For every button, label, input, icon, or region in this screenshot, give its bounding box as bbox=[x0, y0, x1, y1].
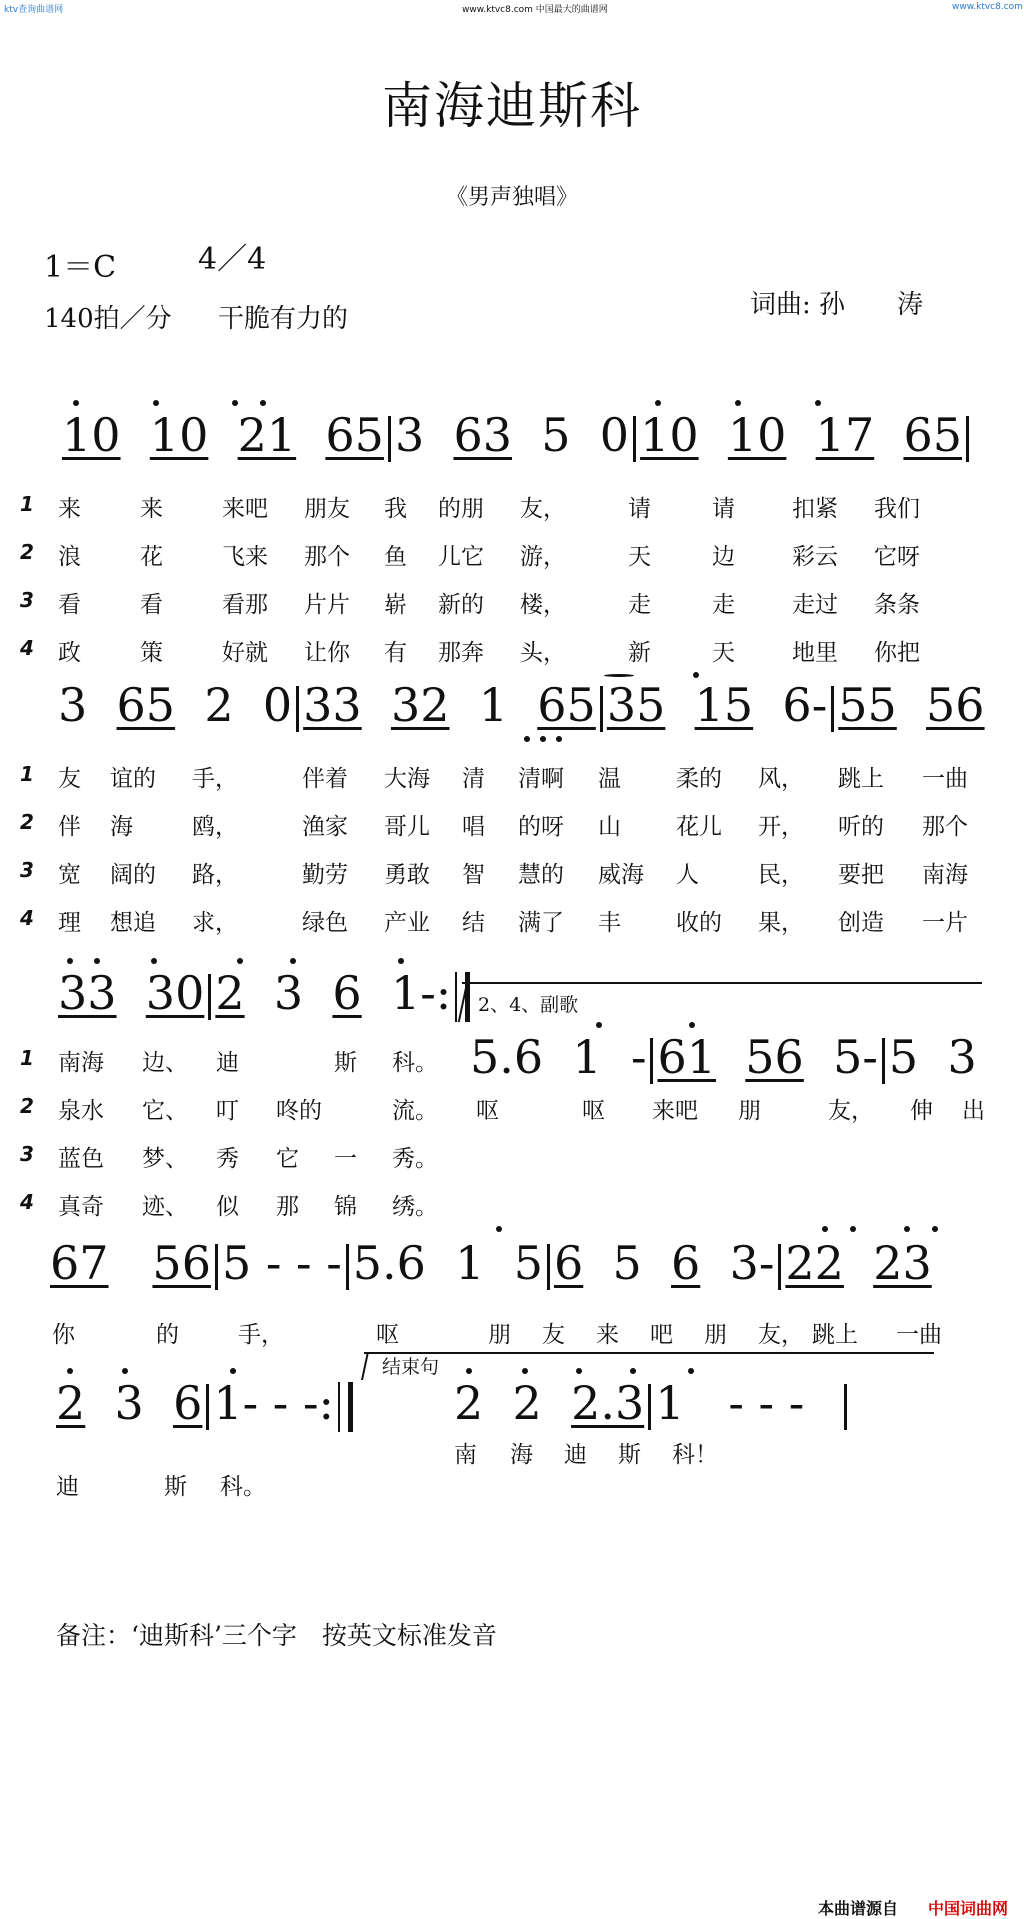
score-row-4 bbox=[50, 1236, 932, 1290]
lyric: 友， bbox=[758, 1322, 804, 1348]
note: 2 bbox=[56, 1376, 86, 1430]
barline bbox=[296, 686, 299, 732]
score-row-2 bbox=[58, 678, 985, 732]
lyric: 迪 bbox=[56, 1474, 79, 1500]
lyric: 那 bbox=[276, 1194, 299, 1220]
high-octave-dot bbox=[122, 1368, 128, 1374]
barline bbox=[966, 416, 969, 462]
volta-bracket-line bbox=[462, 982, 982, 984]
lyric: 听的 bbox=[838, 814, 884, 840]
header-left-link[interactable]: ktv查询曲谱网 bbox=[4, 5, 64, 15]
note: 30 bbox=[145, 966, 205, 1020]
barline bbox=[346, 1244, 349, 1290]
note: 33 bbox=[58, 966, 117, 1020]
lyric: 朋 bbox=[704, 1322, 727, 1348]
lyric: 的 bbox=[156, 1322, 179, 1348]
high-octave-dot bbox=[67, 958, 73, 964]
note: - bbox=[811, 678, 828, 732]
lyric: 伴着 bbox=[302, 766, 348, 792]
note: 65 bbox=[903, 408, 963, 462]
lyric: 南海 bbox=[922, 862, 968, 888]
lyric: 那个 bbox=[922, 814, 968, 840]
lyric: 朋友 bbox=[304, 496, 350, 522]
high-octave-dot bbox=[522, 1368, 528, 1374]
lyric: 飞来 bbox=[222, 544, 268, 570]
barline bbox=[215, 1244, 218, 1290]
note: 0 bbox=[262, 678, 293, 732]
note: 0 bbox=[599, 408, 630, 462]
verse-number: 2 bbox=[20, 810, 34, 834]
lyric: 要把 bbox=[838, 862, 884, 888]
lyric: 友， bbox=[520, 496, 566, 522]
note: 21 bbox=[237, 408, 297, 462]
high-octave-dot bbox=[688, 1368, 694, 1374]
lyric: 绣。 bbox=[392, 1194, 438, 1220]
high-octave-dot bbox=[260, 400, 266, 406]
footer-source: 本曲谱源自 bbox=[818, 1899, 899, 1918]
lyric: 哥儿 bbox=[384, 814, 430, 840]
high-octave-dot bbox=[496, 1226, 502, 1232]
note: 22 bbox=[785, 1236, 844, 1290]
song-title: 南海迪斯科 bbox=[382, 77, 642, 135]
lyric: 儿它 bbox=[438, 544, 484, 570]
note: 3 bbox=[729, 1236, 759, 1290]
verse-number: 1 bbox=[20, 492, 34, 516]
high-octave-dot bbox=[904, 1226, 910, 1232]
lyric: 慧的 bbox=[518, 862, 564, 888]
lyric: 民， bbox=[758, 862, 804, 888]
lyric: 看那 bbox=[222, 592, 268, 618]
lyric: 策 bbox=[140, 640, 163, 666]
lyric: 朋 bbox=[738, 1098, 761, 1124]
lyric: 渔家 bbox=[302, 814, 348, 840]
lyric: 一片 bbox=[922, 910, 968, 936]
slur bbox=[604, 674, 634, 677]
lyric: 的朋 bbox=[438, 496, 484, 522]
lyric: 新的 bbox=[438, 592, 484, 618]
lyric: 一曲 bbox=[922, 766, 968, 792]
lyric: 吧 bbox=[650, 1322, 673, 1348]
lyric: 它 bbox=[276, 1146, 299, 1172]
verse-number: 1 bbox=[20, 1046, 34, 1070]
volta-label: 结束句 bbox=[382, 1356, 440, 1378]
high-octave-dot bbox=[630, 1368, 636, 1374]
lyric: 天 bbox=[628, 544, 651, 570]
barline bbox=[882, 1038, 885, 1084]
lyric: 理 bbox=[58, 910, 81, 936]
score-row-5-ending bbox=[454, 1376, 851, 1430]
barline bbox=[547, 1244, 550, 1290]
lyric: 看 bbox=[140, 592, 163, 618]
lyric: 绿色 bbox=[302, 910, 348, 936]
lyric: 天 bbox=[712, 640, 735, 666]
lyric: 一曲 bbox=[896, 1322, 942, 1348]
key-signature: 1＝C bbox=[44, 250, 117, 285]
lyric: 智 bbox=[462, 862, 485, 888]
lyric: 真奇 bbox=[58, 1194, 104, 1220]
lyric: 斯 bbox=[334, 1050, 357, 1076]
lyric: 地里 bbox=[792, 640, 838, 666]
verse-number: 4 bbox=[20, 636, 34, 660]
lyric: 我 bbox=[384, 496, 407, 522]
note: 56 bbox=[745, 1030, 804, 1084]
lyric: 迪 bbox=[216, 1050, 239, 1076]
barline bbox=[600, 686, 603, 732]
lyric: 梦、 bbox=[142, 1146, 188, 1172]
low-octave-dot bbox=[540, 736, 546, 742]
lyric: 蓝色 bbox=[58, 1146, 104, 1172]
lyric: 伸 bbox=[910, 1098, 933, 1124]
lyric: 锦 bbox=[334, 1194, 357, 1220]
lyric: 一 bbox=[334, 1146, 357, 1172]
high-octave-dot bbox=[398, 958, 404, 964]
note: 1 bbox=[655, 1376, 685, 1430]
note: 1 bbox=[213, 1376, 243, 1430]
lyric: 它呀 bbox=[874, 544, 920, 570]
lyric: 出 bbox=[962, 1098, 985, 1124]
lyric: 你把 bbox=[874, 640, 920, 666]
lyric: 谊的 bbox=[110, 766, 156, 792]
high-octave-dot bbox=[655, 400, 661, 406]
note: 3 bbox=[58, 678, 88, 732]
verse-number: 4 bbox=[20, 1190, 34, 1214]
high-octave-dot bbox=[932, 1226, 938, 1232]
note: 5 bbox=[612, 1236, 642, 1290]
lyric: 片片 bbox=[304, 592, 350, 618]
verse-number: 3 bbox=[20, 858, 34, 882]
volta-bracket-line bbox=[364, 1352, 934, 1354]
header-right-link[interactable]: www.ktvc8.com bbox=[952, 2, 1023, 12]
lyric: 清啊 bbox=[518, 766, 564, 792]
note: 1 bbox=[478, 678, 509, 732]
barline bbox=[648, 1384, 651, 1430]
volta-bracket-hook bbox=[361, 1352, 369, 1380]
high-octave-dot bbox=[689, 1022, 695, 1028]
note: 10 bbox=[62, 408, 121, 462]
lyric: 满了 bbox=[518, 910, 564, 936]
high-octave-dot bbox=[735, 400, 741, 406]
low-octave-dot bbox=[556, 736, 562, 742]
lyric: 走 bbox=[628, 592, 651, 618]
note: -: bbox=[420, 966, 452, 1020]
score-row-3-chorus bbox=[470, 1030, 977, 1084]
lyric: 边 bbox=[712, 544, 735, 570]
lyric: 柔的 bbox=[676, 766, 722, 792]
barline bbox=[831, 686, 834, 732]
note: - bbox=[758, 1236, 775, 1290]
lyric: 伴 bbox=[58, 814, 81, 840]
note: 3 bbox=[394, 408, 425, 462]
lyric: 它、 bbox=[142, 1098, 188, 1124]
lyric: 宽 bbox=[58, 862, 81, 888]
lyric: 新 bbox=[628, 640, 651, 666]
lyric: 科。 bbox=[392, 1050, 438, 1076]
lyric: 风， bbox=[758, 766, 804, 792]
lyric: 来 bbox=[58, 496, 81, 522]
note: 6 bbox=[553, 1236, 584, 1290]
lyric: 鱼 bbox=[384, 544, 407, 570]
note: 56 bbox=[152, 1236, 211, 1290]
note: 5 bbox=[541, 408, 571, 462]
note: 6 bbox=[173, 1376, 203, 1430]
lyric: 想追 bbox=[110, 910, 156, 936]
note: 63 bbox=[453, 408, 513, 462]
lyric: 呕 bbox=[582, 1098, 605, 1124]
time-signature: 4／4 bbox=[198, 242, 267, 277]
note: - - -: bbox=[242, 1376, 334, 1430]
note: 55 bbox=[838, 678, 897, 732]
volta-label: 2、4、副歌 bbox=[478, 994, 579, 1016]
score-row-5 bbox=[56, 1376, 357, 1432]
note: 10 bbox=[727, 408, 787, 462]
lyric: 的呀 bbox=[518, 814, 564, 840]
note: 5 bbox=[513, 1236, 543, 1290]
lyric: 勤劳 bbox=[302, 862, 348, 888]
lyric: 阔的 bbox=[110, 862, 156, 888]
lyric: 海 bbox=[110, 814, 133, 840]
lyric: 南 bbox=[454, 1442, 477, 1468]
lyric: 朋 bbox=[488, 1322, 511, 1348]
lyric: 有 bbox=[384, 640, 407, 666]
lyric: 科！ bbox=[672, 1442, 718, 1468]
high-octave-dot bbox=[94, 958, 100, 964]
high-octave-dot bbox=[237, 958, 243, 964]
repeat-barline bbox=[338, 1382, 353, 1432]
lyric: 创造 bbox=[838, 910, 884, 936]
score-row-1 bbox=[62, 408, 973, 462]
note: 35 bbox=[606, 678, 666, 732]
lyric: 开， bbox=[758, 814, 804, 840]
note: 10 bbox=[149, 408, 209, 462]
high-octave-dot bbox=[153, 400, 159, 406]
lyric: 结 bbox=[462, 910, 485, 936]
lyric: 友， bbox=[828, 1098, 874, 1124]
note: - - - bbox=[728, 1376, 805, 1430]
lyric: 斯 bbox=[618, 1442, 641, 1468]
lyric: 流。 bbox=[392, 1098, 438, 1124]
verse-number: 3 bbox=[20, 1142, 34, 1166]
barline bbox=[778, 1244, 781, 1290]
note: 65 bbox=[116, 678, 176, 732]
lyric: 政 bbox=[58, 640, 81, 666]
lyric: 威海 bbox=[598, 862, 644, 888]
note: 2.3 bbox=[571, 1376, 645, 1430]
lyric: 求， bbox=[192, 910, 238, 936]
lyric: 请 bbox=[628, 496, 651, 522]
note: 3 bbox=[947, 1030, 977, 1084]
lyric: 海 bbox=[510, 1442, 533, 1468]
lyric: 来吧 bbox=[652, 1098, 698, 1124]
lyric: 边、 bbox=[142, 1050, 188, 1076]
note: 2 bbox=[215, 966, 245, 1020]
note: 56 bbox=[926, 678, 985, 732]
lyric: 鸥， bbox=[192, 814, 238, 840]
note: 65 bbox=[537, 678, 596, 732]
barline bbox=[844, 1384, 847, 1430]
high-octave-dot bbox=[230, 1368, 236, 1374]
lyric: 请 bbox=[712, 496, 735, 522]
lyric: 清 bbox=[462, 766, 485, 792]
lyric: 那个 bbox=[304, 544, 350, 570]
lyric: 丰 bbox=[598, 910, 621, 936]
author-credit: 词曲: 孙 涛 bbox=[750, 290, 924, 320]
lyric: 看 bbox=[58, 592, 81, 618]
verse-number: 1 bbox=[20, 762, 34, 786]
lyric: 好就 bbox=[222, 640, 268, 666]
note: 1 bbox=[390, 966, 421, 1020]
lyric: 来 bbox=[596, 1322, 619, 1348]
high-octave-dot bbox=[850, 1226, 856, 1232]
verse-number: 2 bbox=[20, 1094, 34, 1118]
note: 15 bbox=[694, 678, 754, 732]
lyric: 秀。 bbox=[392, 1146, 438, 1172]
lyric: 迹、 bbox=[142, 1194, 188, 1220]
lyric: 收的 bbox=[676, 910, 722, 936]
lyric: 叮 bbox=[216, 1098, 239, 1124]
barline bbox=[388, 416, 391, 462]
lyric: 游， bbox=[520, 544, 566, 570]
high-octave-dot bbox=[151, 958, 157, 964]
note: 23 bbox=[873, 1236, 932, 1290]
lyric: 来 bbox=[140, 496, 163, 522]
lyric: 让你 bbox=[304, 640, 350, 666]
remark: 备注：‘迪斯科’三个字 按英文标准发音 bbox=[56, 1621, 497, 1650]
lyric: 彩云 bbox=[792, 544, 838, 570]
lyric: 我们 bbox=[874, 496, 920, 522]
note: 2 bbox=[204, 678, 234, 732]
lyric: 似 bbox=[216, 1194, 239, 1220]
lyric: 那奔 bbox=[438, 640, 484, 666]
note: 5 bbox=[833, 1030, 863, 1084]
high-octave-dot bbox=[693, 672, 699, 678]
barline bbox=[633, 416, 636, 462]
lyric: 产业 bbox=[384, 910, 430, 936]
barline bbox=[208, 974, 211, 1020]
high-octave-dot bbox=[67, 1368, 73, 1374]
lyric: 花儿 bbox=[676, 814, 722, 840]
note: 2 bbox=[512, 1376, 542, 1430]
lyric: 头， bbox=[520, 640, 566, 666]
lyric: 条条 bbox=[874, 592, 920, 618]
lyric: 走过 bbox=[792, 592, 838, 618]
note: 2 bbox=[454, 1376, 484, 1430]
note: - bbox=[630, 1030, 647, 1084]
note: 17 bbox=[815, 408, 875, 462]
lyric: 温 bbox=[598, 766, 621, 792]
lyric: 走 bbox=[712, 592, 735, 618]
lyric: 大海 bbox=[384, 766, 430, 792]
verse-number: 2 bbox=[20, 540, 34, 564]
note: 32 bbox=[390, 678, 450, 732]
song-subtitle: 《男声独唱》 bbox=[445, 185, 578, 210]
note: - bbox=[862, 1030, 878, 1084]
lyric: 泉水 bbox=[58, 1098, 104, 1124]
lyric: 呕 bbox=[376, 1322, 399, 1348]
lyric: 唱 bbox=[462, 814, 485, 840]
verse-number: 4 bbox=[20, 906, 34, 930]
note: 3 bbox=[273, 966, 304, 1020]
header-center: www.ktvc8.com 中国最大的曲谱网 bbox=[462, 5, 608, 15]
note: 1 bbox=[572, 1030, 602, 1084]
high-octave-dot bbox=[576, 1368, 582, 1374]
high-octave-dot bbox=[73, 400, 79, 406]
high-octave-dot bbox=[466, 1368, 472, 1374]
note: 65 bbox=[325, 408, 384, 462]
lyric: 崭 bbox=[384, 592, 407, 618]
note: 67 bbox=[50, 1236, 109, 1290]
lyric: 南海 bbox=[58, 1050, 104, 1076]
footer-brand-link[interactable]: 中国词曲网 bbox=[928, 1899, 1009, 1918]
note: - - - bbox=[265, 1236, 342, 1290]
lyric: 手， bbox=[238, 1322, 284, 1348]
verse-number: 3 bbox=[20, 588, 34, 612]
lyric: 花 bbox=[140, 544, 163, 570]
high-octave-dot bbox=[815, 400, 821, 406]
note: 6 bbox=[782, 678, 812, 732]
lyric: 果， bbox=[758, 910, 804, 936]
low-octave-dot bbox=[524, 736, 530, 742]
note: 6 bbox=[332, 966, 362, 1020]
lyric: 跳上 bbox=[838, 766, 884, 792]
note: 61 bbox=[657, 1030, 717, 1084]
note: 3 bbox=[114, 1376, 144, 1430]
high-octave-dot bbox=[822, 1226, 828, 1232]
lyric: 路， bbox=[192, 862, 238, 888]
barline bbox=[650, 1038, 653, 1084]
lyric: 来吧 bbox=[222, 496, 268, 522]
lyric: 迪 bbox=[564, 1442, 587, 1468]
lyric: 秀 bbox=[216, 1146, 239, 1172]
score-row-3 bbox=[58, 966, 474, 1022]
lyric: 扣紧 bbox=[792, 496, 838, 522]
high-octave-dot bbox=[232, 400, 238, 406]
lyric: 你 bbox=[52, 1322, 75, 1348]
lyric: 友 bbox=[58, 766, 81, 792]
lyric: 浪 bbox=[58, 544, 81, 570]
lyric: 呕 bbox=[476, 1098, 499, 1124]
lyric: 楼， bbox=[520, 592, 566, 618]
barline bbox=[206, 1384, 209, 1430]
expression-mark: 干脆有力的 bbox=[218, 304, 349, 334]
lyric: 手， bbox=[192, 766, 238, 792]
lyric: 勇敢 bbox=[384, 862, 430, 888]
note: 33 bbox=[303, 678, 362, 732]
note: 5.6 bbox=[470, 1030, 544, 1084]
tempo: 140拍／分 bbox=[44, 304, 172, 334]
high-octave-dot bbox=[596, 1022, 602, 1028]
lyric: 人 bbox=[676, 862, 699, 888]
note: 5.6 bbox=[352, 1236, 426, 1290]
lyric: 斯 bbox=[164, 1474, 187, 1500]
high-octave-dot bbox=[290, 958, 296, 964]
note: 10 bbox=[640, 408, 699, 462]
lyric: 跳上 bbox=[812, 1322, 858, 1348]
lyric: 科。 bbox=[220, 1474, 266, 1500]
note: 6 bbox=[671, 1236, 701, 1290]
lyric: 咚的 bbox=[276, 1098, 322, 1124]
note: 1 bbox=[455, 1236, 485, 1290]
note: 5 bbox=[221, 1236, 252, 1290]
lyric: 友 bbox=[542, 1322, 565, 1348]
lyric: 山 bbox=[598, 814, 621, 840]
note: 5 bbox=[888, 1030, 919, 1084]
